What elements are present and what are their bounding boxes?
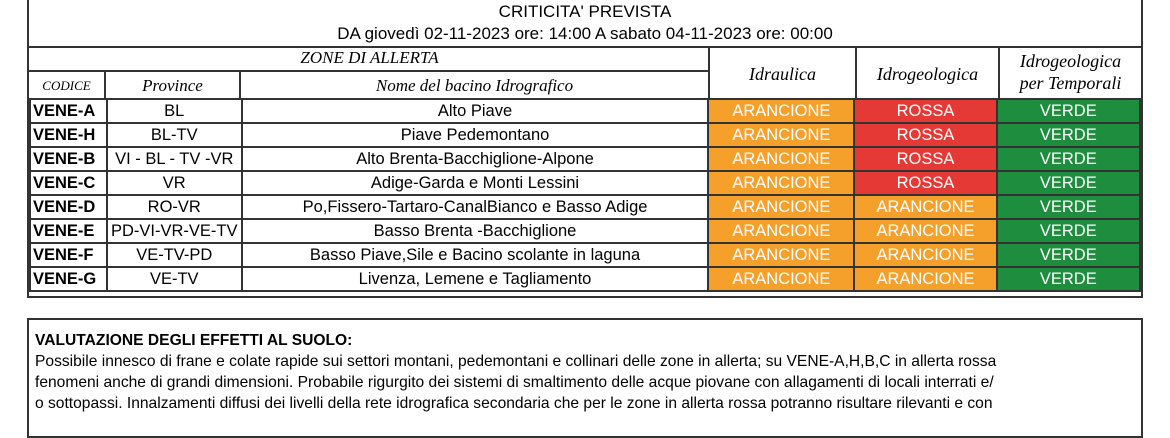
storms-level: VERDE: [997, 171, 1140, 195]
effects-heading: VALUTAZIONE DEGLI EFFETTI AL SUOLO:: [35, 332, 353, 349]
hydrogeological-level: ARANCIONE: [854, 267, 996, 291]
effects-line-3: o sottopassi. Innalzamenti diffusi dei livelli della rete idrografica secondaria che per le zone in allerta rossa potranno risultare rilevanti e con: [35, 395, 993, 412]
zone-row: [30, 171, 1140, 195]
storms-level: VERDE: [997, 123, 1140, 147]
criticality-table-frame: [27, 0, 1143, 298]
zone-basin: Basso Brenta -Bacchiglione: [242, 219, 709, 243]
zone-basin: Alto Piave: [242, 99, 709, 123]
hydrogeological-level: ROSSA: [854, 147, 996, 171]
bulletin-title: CRITICITA' PREVISTA: [498, 2, 672, 21]
hydrogeological-level: ARANCIONE: [854, 219, 996, 243]
hydrogeological-header: Idrogeologica: [876, 64, 979, 84]
storms-header: [1000, 50, 1141, 94]
hydraulic-level: ARANCIONE: [708, 99, 854, 123]
zone-row: [30, 267, 1140, 291]
storms-level: VERDE: [997, 195, 1140, 219]
hydrogeological-level: ARANCIONE: [854, 195, 996, 219]
code-header: CODICE: [42, 78, 91, 93]
zone-province: PD-VI-VR-VE-TV: [107, 219, 242, 243]
hydrogeological-level: ROSSA: [854, 171, 996, 195]
zone-row: [30, 123, 1140, 147]
hydraulic-level: ARANCIONE: [708, 195, 854, 219]
effects-line-1: Possibile innesco di frane e colate rapide sui settori montani, pedemontani e collinari delle zone in allerta; su VENE-A,H,B,C in allerta rossa: [35, 353, 997, 370]
zone-code: VENE-F: [30, 243, 107, 267]
storms-level: VERDE: [997, 219, 1140, 243]
hydraulic-level: ARANCIONE: [708, 123, 854, 147]
storms-header-line1: Idrogeologica: [1019, 51, 1122, 71]
storms-level: VERDE: [997, 99, 1140, 123]
ground-effects-box: [27, 318, 1143, 438]
zone-row: [30, 195, 1140, 219]
zone-group-header: ZONE DI ALLERTA: [300, 48, 439, 67]
zone-province: RO-VR: [107, 195, 242, 219]
basin-header: Nome del bacino Idrografico: [375, 76, 574, 95]
zone-basin: Piave Pedemontano: [242, 123, 709, 147]
alert-zones-table: [29, 98, 1141, 292]
zone-code: VENE-G: [30, 267, 107, 291]
hydrogeological-level: ROSSA: [854, 123, 996, 147]
zone-code: VENE-A: [30, 99, 107, 123]
zone-basin: Po,Fissero-Tartaro-CanalBianco e Basso Adige: [242, 195, 709, 219]
zone-row: [30, 219, 1140, 243]
province-header: Province: [142, 76, 203, 95]
zone-row: [30, 99, 1140, 123]
zone-province: VE-TV: [107, 267, 242, 291]
effects-line-2: fenomeni anche di grandi dimensioni. Probabile rigurgito dei sistemi di smaltimento delle acque piovane con allagamenti di locali interrati e/: [35, 374, 994, 391]
zone-province: VE-TV-PD: [107, 243, 242, 267]
hydraulic-header: Idraulica: [749, 64, 816, 84]
zone-province: BL: [107, 99, 242, 123]
zone-basin: Livenza, Lemene e Tagliamento: [242, 267, 709, 291]
zone-basin: Adige-Garda e Monti Lessini: [242, 171, 709, 195]
zone-code: VENE-E: [30, 219, 107, 243]
storms-level: VERDE: [997, 267, 1140, 291]
zone-province: BL-TV: [107, 123, 242, 147]
hydraulic-level: ARANCIONE: [708, 171, 854, 195]
bulletin-period: DA giovedì 02-11-2023 ore: 14:00 A sabato 04-11-2023 ore: 00:00: [337, 24, 833, 43]
storms-level: VERDE: [997, 147, 1140, 171]
hydraulic-level: ARANCIONE: [708, 147, 854, 171]
zone-code: VENE-H: [30, 123, 107, 147]
hydraulic-level: ARANCIONE: [708, 219, 854, 243]
storms-level: VERDE: [997, 243, 1140, 267]
zone-code: VENE-C: [30, 171, 107, 195]
zone-code: VENE-B: [30, 147, 107, 171]
alert-zones-body: [30, 99, 1140, 291]
zone-basin: Basso Piave,Sile e Bacino scolante in laguna: [242, 243, 709, 267]
storms-header-line2: per Temporali: [1019, 73, 1122, 93]
hydraulic-level: ARANCIONE: [708, 267, 854, 291]
zone-row: [30, 147, 1140, 171]
hydrogeological-level: ARANCIONE: [854, 243, 996, 267]
zone-province: VI - BL - TV -VR: [107, 147, 242, 171]
zone-basin: Alto Brenta-Bacchiglione-Alpone: [242, 147, 709, 171]
hydrogeological-level: ROSSA: [854, 99, 996, 123]
zone-code: VENE-D: [30, 195, 107, 219]
hydraulic-level: ARANCIONE: [708, 243, 854, 267]
subheader-divider: [29, 70, 710, 72]
zone-row: [30, 243, 1140, 267]
zone-province: VR: [107, 171, 242, 195]
